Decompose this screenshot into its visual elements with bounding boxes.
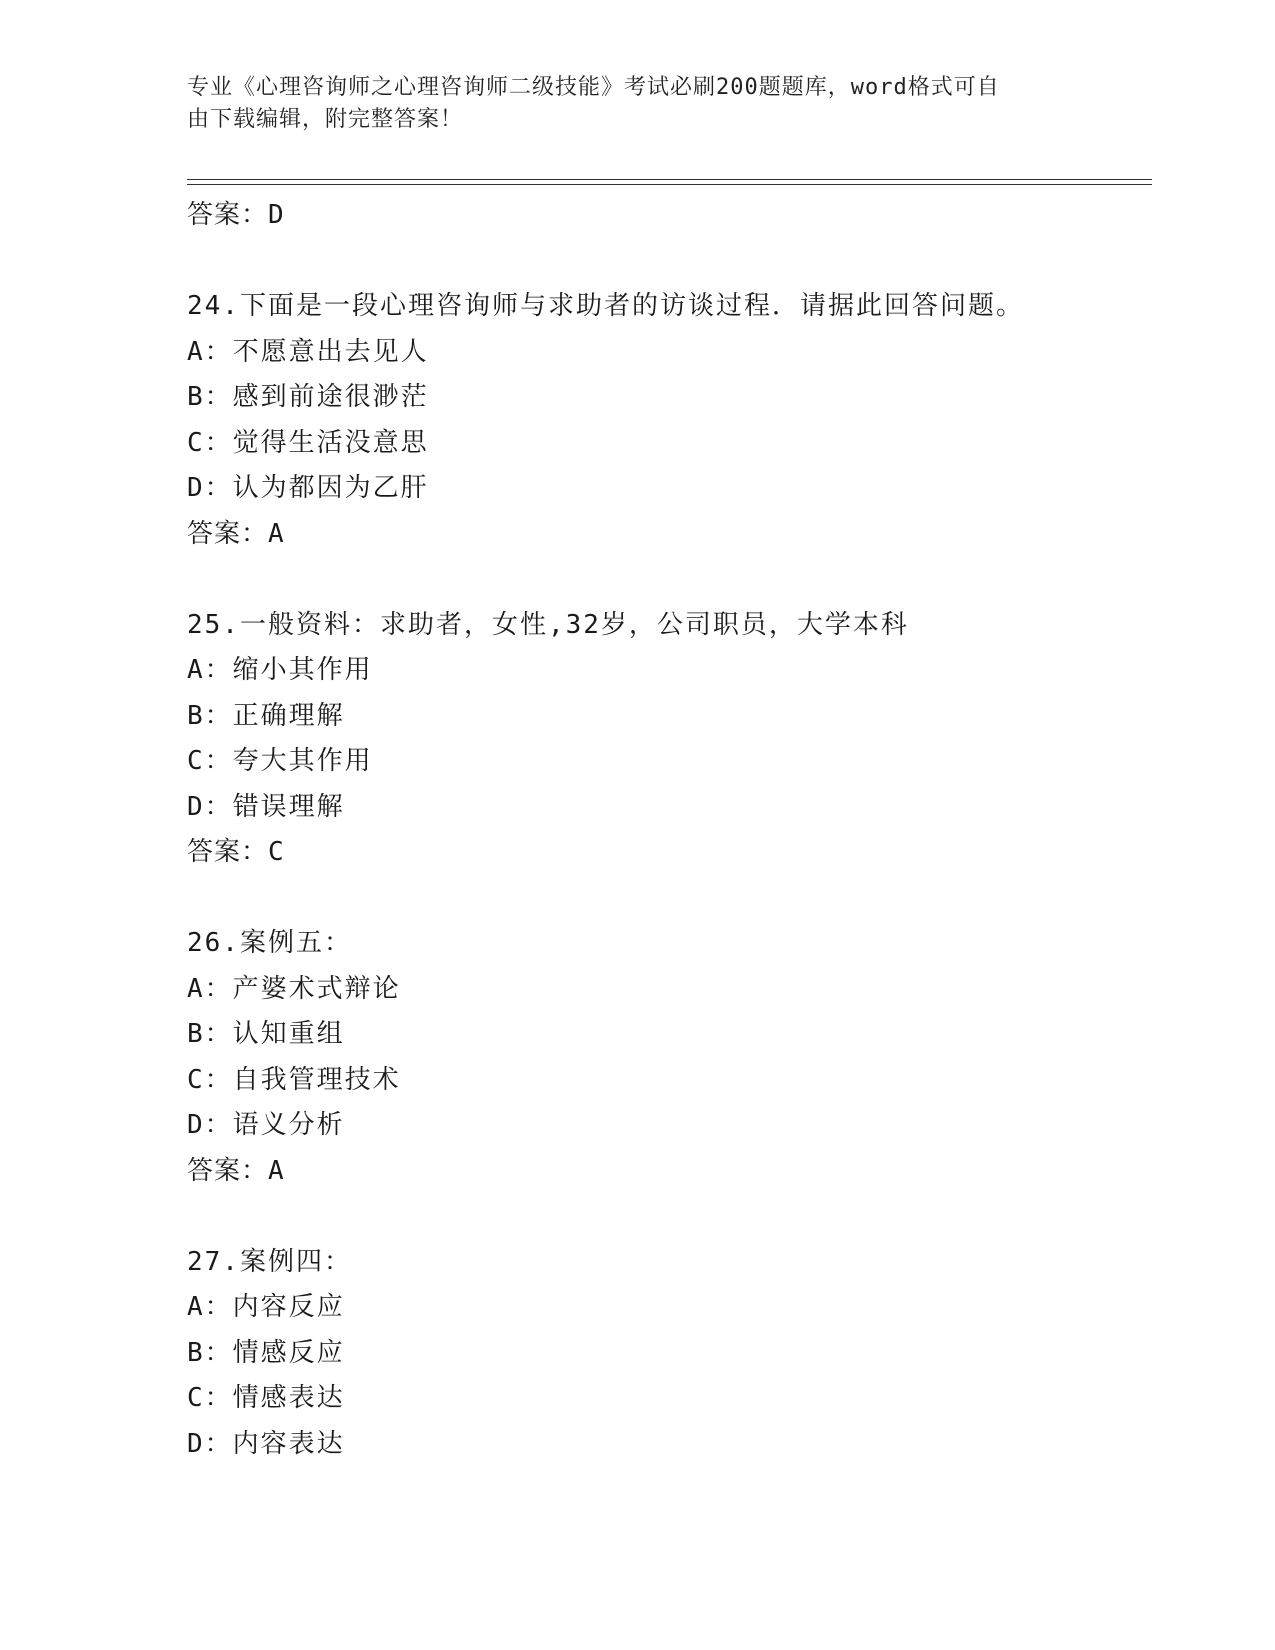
question-stem: 26.案例五： (187, 928, 352, 958)
option-d: D：内容表达 (187, 1428, 345, 1459)
question-stem: 27.案例四： (187, 1246, 352, 1277)
question-stem: 25.一般资料：求助者，女性,32岁，公司职员，大学本科 (187, 609, 909, 640)
spacer (187, 239, 1147, 285)
header-line-2: 由下载编辑，附完整答案！ (187, 107, 464, 132)
option-b: B：认知重组 (187, 1019, 345, 1049)
option-c: C：觉得生活没意思 (187, 427, 429, 458)
option-a: A：产婆术式辩论 (187, 973, 401, 1004)
option-a: A：不愿意出去见人 (187, 336, 429, 367)
option-b: B：正确理解 (187, 700, 345, 731)
option-c: C：自我管理技术 (187, 1064, 401, 1095)
header-line-1: 专业《心理咨询师之心理咨询师二级技能》考试必刷200题题库，word格式可自 (187, 75, 1000, 100)
option-d: D：错误理解 (187, 791, 345, 822)
option-d: D：认为都因为乙肝 (187, 473, 429, 503)
header-rule-top (187, 179, 1152, 180)
question-stem: 24.下面是一段心理咨询师与求助者的访谈过程．请据此回答问题。 (187, 291, 1024, 321)
answer-label: 答案： (187, 837, 269, 867)
spacer (187, 1194, 1147, 1240)
answer-label: 答案： (187, 518, 269, 549)
option-d: D：语义分析 (187, 1110, 345, 1140)
option-b: B：情感反应 (187, 1337, 345, 1368)
header-rule-bottom (187, 184, 1152, 185)
answer-label: 答案： (187, 200, 269, 230)
option-a: A：内容反应 (187, 1292, 345, 1322)
question-25 (187, 603, 1147, 876)
question-27 (187, 1240, 1147, 1468)
question-list (187, 193, 1147, 1467)
answer-line (187, 1149, 1147, 1195)
option-c: C：情感表达 (187, 1383, 345, 1413)
question-24 (187, 284, 1147, 557)
answer-line-23 (187, 193, 1147, 239)
answer-value: A (268, 518, 285, 549)
option-a: A：缩小其作用 (187, 655, 373, 685)
option-c: C：夸大其作用 (187, 746, 373, 776)
spacer (187, 876, 1147, 922)
answer-value: C (268, 837, 285, 867)
answer-line (187, 830, 1147, 876)
answer-label: 答案： (187, 1155, 269, 1186)
answer-value: A (268, 1155, 285, 1186)
answer-value: D (268, 200, 285, 230)
spacer (187, 557, 1147, 603)
answer-line (187, 512, 1147, 558)
document-header (187, 72, 1067, 136)
option-b: B：感到前途很渺茫 (187, 382, 429, 412)
question-26 (187, 921, 1147, 1194)
